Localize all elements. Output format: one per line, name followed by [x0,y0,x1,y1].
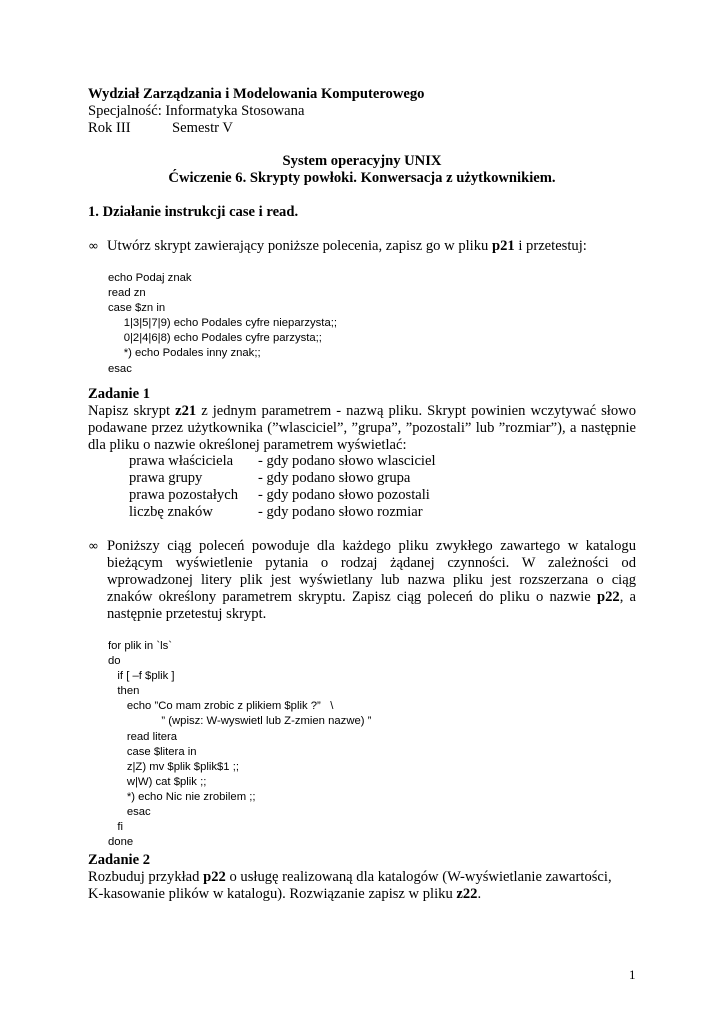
bullet-instruction [107,238,587,255]
file-name: z21 [175,403,197,419]
task-line [88,886,481,903]
task-line [88,869,612,886]
option-condition: - gdy podano słowo wlasciciel [258,453,436,469]
option-label: prawa pozostałych [129,487,239,503]
file-name: p22 [596,589,620,605]
infinity-bullet-icon: ∞ [88,239,99,254]
bullet-text: i przetestuj: [514,238,587,254]
code-block-case: echo Podaj znak read zn case $zn in 1|3|5|7|9) echo Podales cyfre nieparzysta;; 0|2|4|6|8) echo Podales cyfre parzysta;; *) echo Podales inny znak;; esac [108,272,338,375]
task-heading: Zadanie 1 [88,386,151,402]
task-text: o usługę realizowaną dla katalogów (W-wyświetlanie zawartości, [225,869,612,885]
exercise-title: Ćwiczenie 6. Skrypty powłoki. Konwersacja z użytkownikiem. [168,170,556,186]
option-label: liczbę znaków [129,504,213,520]
year: Rok III [88,120,131,136]
task-text: z jednym parametrem - nazwą pliku. Skrypt powinien wczytywać słowo podawane przez użytkownika (”wlasciciel”, ”grupa”, ”pozostali” lub ”rozmiar”), a następnie dla pliku o nazwie określonej parametrem wyświetlać: [88,403,636,453]
option-condition: - gdy podano słowo grupa [258,470,411,486]
task-text: Napisz skrypt [88,403,176,419]
option-label: prawa właściciela [129,453,234,469]
specialization: Specjalność: Informatyka Stosowana [88,103,305,119]
course-title: System operacyjny UNIX [282,153,442,169]
task-text: . [477,886,482,902]
page-number: 1 [629,967,636,982]
task-text: Rozbuduj przykład [88,869,204,885]
code-block-loop: for plik in `ls` do if [ –f $plik ] then echo ”Co mam zrobic z plikiem $plik ?” \ ” (wpisz: W-wyswietl lub Z-zmien nazwe) ” read litera case $litera in z|Z) mv $plik $plik$1 ;; w|W) cat $plik ;; *) echo Nic nie zrobilem ;; esac fi done [108,640,372,849]
semester: Semestr V [172,120,233,136]
bullet-text: Poniższy ciąg poleceń powoduje dla każdego pliku zwykłego zawartego w katalogu bieżącym wyświetlenie pytania o rodzaj żądanej czynności. W zależności od wprowadzonej litery plik jest wyświetlany lub nazwa pliku jest rozszerzana o ciąg znaków określony parametrem skryptu. Zapisz ciąg poleceń do pliku o nazwie [107,538,636,605]
faculty-name: Wydział Zarządzania i Modelowania Komputerowego [88,86,425,102]
bullet-text: Utwórz skrypt zawierający poniższe polecenia, zapisz go w pliku [107,238,492,254]
file-name: p21 [491,238,515,254]
file-name: z22 [456,886,478,902]
option-condition: - gdy podano słowo pozostali [258,487,430,503]
file-name: p22 [203,869,226,885]
bullet-paragraph [107,538,636,623]
task-description [88,403,636,454]
option-condition: - gdy podano słowo rozmiar [258,504,423,520]
section-heading: 1. Działanie instrukcji case i read. [88,204,299,220]
infinity-bullet-icon: ∞ [88,539,99,554]
task-heading: Zadanie 2 [88,852,151,868]
task-text: K-kasowanie plików w katalogu). Rozwiązanie zapisz w pliku [88,886,457,902]
option-label: prawa grupy [129,470,203,486]
bullet-text: , a następnie przetestuj skrypt. [107,589,637,622]
